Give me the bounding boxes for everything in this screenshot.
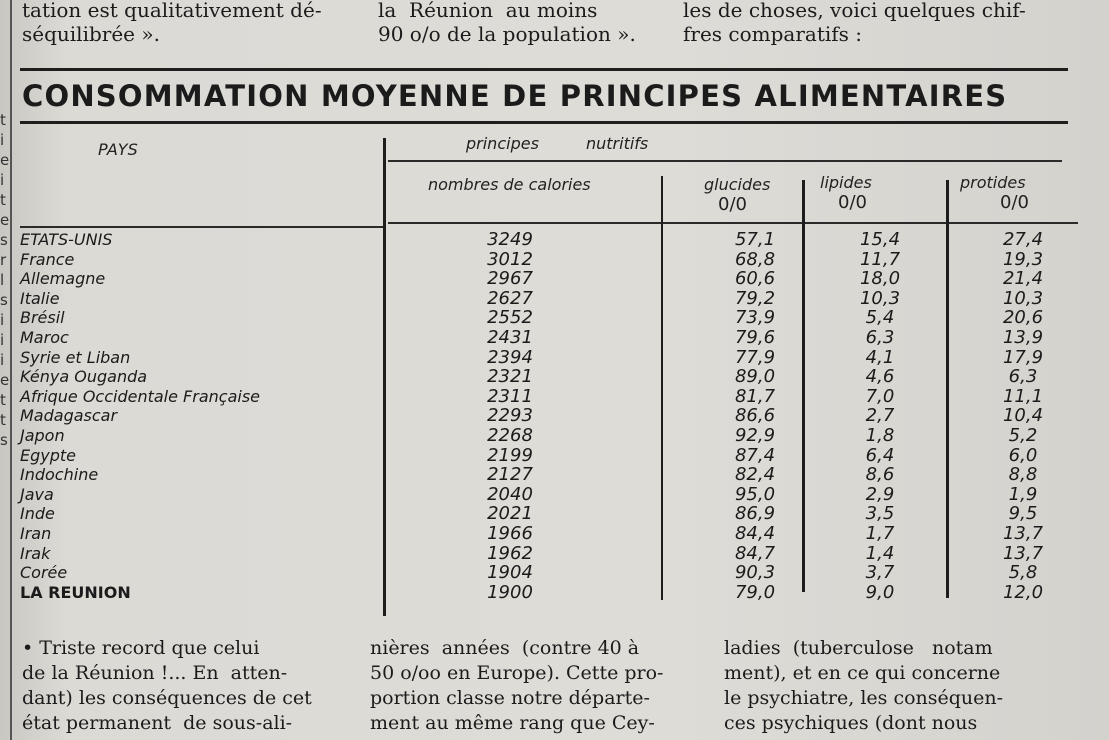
cell-country: Italie: [20, 288, 60, 308]
cell-glucides: 73,9: [734, 307, 776, 329]
cell-calories: 3012: [487, 248, 533, 270]
header-rule-principes: [388, 160, 1062, 162]
table-row: [20, 465, 1080, 485]
header-protides: protides: [960, 173, 1026, 192]
cell-lipides: 1,8: [865, 424, 895, 446]
top-paragraph-column-3: [683, 0, 1026, 46]
bottom-col1-line: de la Réunion !... En atten-: [22, 662, 288, 684]
bottom-col3-line: le psychiatre, les conséquen-: [724, 687, 1004, 709]
bottom-col1-line: dant) les conséquences de cet: [22, 687, 312, 709]
edge-letter: t: [0, 191, 6, 209]
cell-country: Japon: [20, 425, 65, 445]
cell-glucides: 89,0: [734, 366, 776, 388]
top-col3-line: les de choses, voici quelques chif-: [683, 0, 1026, 22]
cell-protides: 17,9: [1002, 346, 1044, 368]
cell-glucides: 84,7: [734, 542, 776, 564]
edge-letter: e: [0, 151, 10, 169]
edge-letter: i: [0, 331, 5, 349]
table-row: [20, 348, 1080, 368]
cell-calories: 3249: [487, 229, 533, 250]
cell-lipides: 4,6: [865, 366, 895, 388]
header-principes: principes: [466, 134, 539, 153]
cell-calories: 2040: [487, 483, 533, 505]
table-row: [20, 485, 1080, 505]
cell-calories: 1962: [487, 542, 533, 564]
top-col1-line: tation est qualitativement dé-: [22, 0, 322, 22]
cell-calories: 2021: [487, 503, 533, 525]
cell-lipides: 6,4: [865, 444, 895, 466]
cell-calories: 1900: [487, 581, 533, 603]
table-row: [20, 328, 1080, 348]
top-col3-line: fres comparatifs :: [683, 22, 863, 46]
cell-country: ETATS-UNIS: [20, 230, 113, 249]
cell-lipides: 1,4: [865, 542, 895, 564]
table-row: [20, 269, 1080, 289]
cell-glucides: 79,6: [734, 326, 776, 348]
top-paragraph-column-2: [378, 0, 636, 46]
table-row: [20, 446, 1080, 466]
edge-letter: i: [0, 171, 5, 189]
cell-protides: 12,0: [1002, 581, 1044, 603]
cell-glucides: 77,9: [734, 346, 776, 368]
cell-protides: 10,4: [1002, 405, 1044, 427]
table-row: [20, 544, 1080, 564]
cell-lipides: 8,6: [865, 464, 895, 486]
bottom-col3-line: ces psychiques (dont nous: [724, 712, 978, 734]
table-row: [20, 367, 1080, 387]
table-row: [20, 504, 1080, 524]
cell-protides: 1,9: [1008, 483, 1038, 505]
cell-country: Kénya Ouganda: [20, 367, 148, 387]
cell-lipides: 3,7: [865, 562, 895, 584]
cell-glucides: 95,0: [734, 483, 776, 505]
cell-calories: 2321: [487, 366, 533, 388]
cell-glucides: 57,1: [734, 229, 776, 250]
edge-letter: l: [0, 271, 5, 289]
cell-protides: 19,3: [1002, 248, 1044, 270]
bottom-paragraph-column-3: [724, 636, 1003, 736]
top-paragraph-column-1: [22, 0, 322, 46]
cell-country: Egypte: [20, 445, 77, 465]
cell-lipides: 9,0: [865, 581, 895, 603]
unit-lipides: 0/0: [838, 192, 867, 213]
cell-glucides: 86,6: [734, 405, 776, 427]
edge-letter: t: [0, 391, 6, 409]
cell-protides: 6,3: [1008, 366, 1038, 388]
cell-protides: 9,5: [1008, 503, 1038, 525]
cell-calories: 2394: [487, 346, 533, 368]
bottom-paragraph-column-2: [370, 636, 663, 736]
bottom-col2-line: nières années (contre 40 à: [370, 637, 640, 659]
header-rule-pays: [20, 226, 384, 228]
cell-glucides: 87,4: [734, 444, 776, 466]
cell-calories: 2127: [487, 464, 533, 486]
cell-protides: 27,4: [1002, 229, 1044, 250]
edge-letter: i: [0, 131, 5, 149]
cell-glucides: 92,9: [734, 424, 776, 446]
table-row: [20, 308, 1080, 328]
cell-country: Maroc: [20, 327, 69, 347]
bottom-col2-line: 50 o/oo en Europe). Cette pro-: [370, 662, 664, 684]
cell-protides: 11,1: [1002, 385, 1044, 407]
cell-calories: 2199: [487, 444, 533, 466]
bottom-col1-line: • Triste record que celui: [22, 637, 260, 659]
table-row: [20, 387, 1080, 407]
edge-letter: e: [0, 371, 10, 389]
cell-calories: 2293: [487, 405, 533, 427]
unit-protides: 0/0: [1000, 192, 1029, 213]
table-row: [20, 289, 1080, 309]
cell-protides: 5,8: [1008, 562, 1038, 584]
title-top-rule: [20, 68, 1068, 71]
cell-protides: 20,6: [1002, 307, 1044, 329]
header-calories: nombres de calories: [428, 175, 591, 194]
cell-protides: 6,0: [1008, 444, 1038, 466]
cell-protides: 21,4: [1002, 268, 1044, 290]
edge-letter: i: [0, 311, 5, 329]
bottom-col3-line: ment), et en ce qui concerne: [724, 662, 1001, 684]
cell-lipides: 3,5: [865, 503, 895, 525]
cell-country: Allemagne: [20, 269, 106, 289]
cell-protides: 5,2: [1008, 424, 1038, 446]
cell-lipides: 2,7: [865, 405, 895, 427]
cell-country: Iran: [20, 523, 52, 543]
header-lipides: lipides: [820, 173, 872, 192]
cell-glucides: 82,4: [734, 464, 776, 486]
cell-country: Irak: [20, 543, 51, 563]
cell-country: Madagascar: [20, 406, 118, 426]
cell-protides: 10,3: [1002, 287, 1044, 309]
top-col2-line: 90 o/o de la population ».: [378, 22, 636, 46]
cell-country: Syrie et Liban: [20, 347, 131, 367]
cell-glucides: 79,2: [734, 287, 776, 309]
cell-protides: 13,7: [1002, 542, 1044, 564]
cell-protides: 13,9: [1002, 326, 1044, 348]
cell-glucides: 84,4: [734, 522, 776, 544]
bottom-col3-line: ladies (tuberculose notam: [724, 637, 993, 659]
cell-lipides: 15,4: [859, 229, 901, 250]
cell-country: Brésil: [20, 308, 65, 328]
table-title: CONSOMMATION MOYENNE DE PRINCIPES ALIMENTAIRES: [22, 79, 1008, 113]
table-row: [20, 426, 1080, 446]
cell-country: Java: [20, 484, 54, 504]
cell-glucides: 81,7: [734, 385, 776, 407]
unit-glucides: 0/0: [718, 194, 747, 215]
cell-glucides: 86,9: [734, 503, 776, 525]
page-edge-rule: [10, 0, 12, 740]
table-row: [20, 230, 1080, 250]
cell-protides: 8,8: [1008, 464, 1038, 486]
cell-calories: 2311: [487, 385, 533, 407]
edge-letter: i: [0, 351, 5, 369]
edge-letter: s: [0, 231, 8, 249]
bottom-col1-line: état permanent de sous-ali-: [22, 712, 293, 734]
edge-letter: r: [0, 251, 7, 269]
title-bottom-rule: [20, 121, 1068, 124]
cell-lipides: 4,1: [865, 346, 895, 368]
edge-letter: t: [0, 411, 6, 429]
edge-letter: e: [0, 211, 10, 229]
cell-country: LA REUNION: [20, 582, 131, 602]
cell-calories: 2967: [487, 268, 533, 290]
cell-lipides: 10,3: [859, 287, 901, 309]
header-nutritifs: nutritifs: [586, 134, 649, 153]
cell-glucides: 90,3: [734, 562, 776, 584]
bottom-paragraph-column-1: [22, 636, 312, 736]
cell-lipides: 6,3: [865, 326, 895, 348]
edge-letter: t: [0, 111, 6, 129]
cell-country: Corée: [20, 563, 68, 583]
cell-country: Afrique Occidentale Française: [20, 386, 261, 406]
cell-calories: 2552: [487, 307, 533, 329]
bottom-col2-line: ment au même rang que Cey-: [370, 712, 655, 734]
cell-calories: 2431: [487, 326, 533, 348]
cell-country: Indochine: [20, 465, 99, 485]
cell-lipides: 11,7: [859, 248, 901, 270]
top-col1-line: séquilibrée ».: [22, 22, 160, 46]
cell-calories: 2627: [487, 287, 533, 309]
cell-lipides: 2,9: [865, 483, 895, 505]
table-row: [20, 250, 1080, 270]
cell-lipides: 7,0: [865, 385, 895, 407]
cell-protides: 13,7: [1002, 522, 1044, 544]
cell-glucides: 79,0: [734, 581, 776, 603]
table-row: [20, 563, 1080, 583]
table-row: [20, 406, 1080, 426]
cell-lipides: 1,7: [865, 522, 895, 544]
edge-letter: s: [0, 291, 8, 309]
cell-country: France: [20, 249, 75, 269]
header-glucides: glucides: [704, 175, 771, 194]
header-rule-values: [388, 222, 1078, 224]
cell-calories: 2268: [487, 424, 533, 446]
cell-glucides: 60,6: [734, 268, 776, 290]
cell-glucides: 68,8: [734, 248, 776, 270]
table-body: [20, 230, 1080, 602]
cell-calories: 1966: [487, 522, 533, 544]
top-col2-line: la Réunion au moins: [378, 0, 598, 22]
cell-lipides: 18,0: [859, 268, 901, 290]
cell-calories: 1904: [487, 562, 533, 584]
header-pays: PAYS: [98, 140, 138, 159]
table-row: [20, 524, 1080, 544]
bottom-col2-line: portion classe notre départe-: [370, 687, 650, 709]
edge-letter: s: [0, 431, 8, 449]
table-row: [20, 583, 1080, 603]
cut-edge-letters: [0, 110, 9, 450]
cell-country: Inde: [20, 504, 55, 524]
cell-lipides: 5,4: [865, 307, 895, 329]
